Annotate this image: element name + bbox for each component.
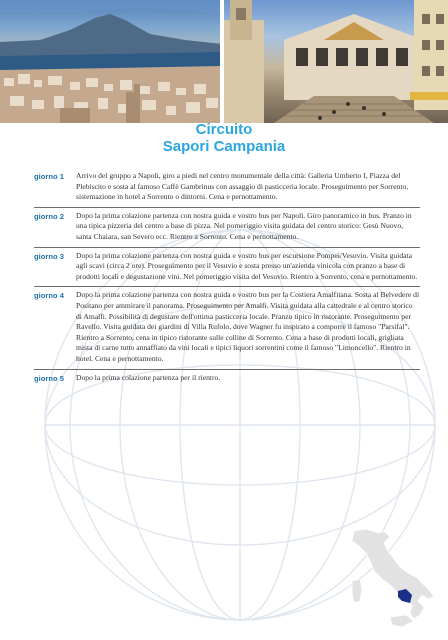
itinerary-day xyxy=(34,168,420,208)
day-label: giorno 4 xyxy=(34,291,64,301)
amalfi-cathedral-photo xyxy=(224,0,448,123)
day-label: giorno 5 xyxy=(34,373,64,383)
title-line-2: Sapori Campania xyxy=(162,138,286,155)
itinerary-list xyxy=(34,168,420,388)
day-label: giorno 3 xyxy=(34,251,64,261)
page-title xyxy=(0,121,448,155)
itinerary-day xyxy=(34,248,420,288)
day-description: Dopo la prima colazione partenza con nostra guida e vostro bus per escursione Pompei/Vesuvio. Visita guidata agli scavi (circa 2 ore). Proseguimento per il Vesuvio e sosta presso un'azienda vinicola con pranzo a base di prodotti locali e degustazione vini. Nel pomeriggio visita del Vesuvio. Rientro a Sorrento, cena e pernottamento. xyxy=(76,250,418,281)
day-description: Dopo la prima colazione partenza con nostra guida e vostro bus per la Costiera Amalfitana. Sosta al Belvedere di Positano per ammirare il panorama. Proseguimento per Amalfi. Visita guidata alla cattedrale e al centro storico di Amalfi. Possibilità di degustare dell'ottima pasticceria locale. Pranzo tipico in ristorante. Proseguimento per Ravello. Visita guidata dei giardini di Villa Rufolo, dove Wagner fu inspirato a comporre il famoso "Parsifal". Rientro a Sorrento, cena in tipico ristorante sulle colline di Sorrento. Cena a base di prodotti locali, grigliata mista di carne tutto annaffiato da vini locali e tipici liquori sorrentini come il famoso "Limoncello". Rientro in hotel. Cena e pernottamento. xyxy=(76,290,420,363)
day-description: Dopo la prima colazione partenza per il rientro. xyxy=(76,372,221,382)
day-label: giorno 1 xyxy=(34,172,64,181)
title-line-1: Circuito xyxy=(195,121,253,138)
amalfi-cathedral-illustration xyxy=(224,0,448,123)
itinerary-day xyxy=(34,287,420,369)
italy-map-icon xyxy=(344,527,438,631)
header-photos xyxy=(0,0,448,123)
itinerary-day xyxy=(34,370,420,388)
naples-bay-illustration xyxy=(0,0,220,123)
naples-bay-photo xyxy=(0,0,220,123)
itinerary-day xyxy=(34,208,420,248)
day-description: Dopo la prima colazione partenza con nostra guida e vostro bus per Napoli. Giro panoramico in bus. Pranzo in una tipica pizzeria del centro a base di pizza. Nel pomeriggio visita guidata del centro storico: Gesù Nuovo, santa Chaiara, san Severo ecc. Rientro a Sorrento. Cena e pernottamento. xyxy=(76,210,412,241)
day-description: Arrivo del gruppo a Napoli, giro a piedi nel centro monumentale della città: Galleria Umberto I, Piazza del Plebiscito e sosta al famoso Caffè Gambrinus con assaggio di pasticceria locale. Proseguimento per Sorrento, sistemazione in hotel a Sorrento o dintorni. Cena e pernottamento. xyxy=(76,171,409,202)
day-label: giorno 2 xyxy=(34,211,64,221)
